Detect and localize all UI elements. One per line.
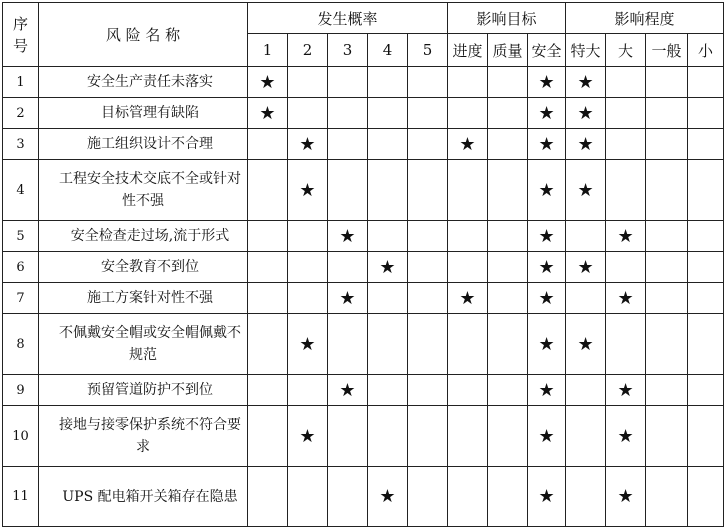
empty-cell <box>448 252 488 283</box>
star-mark-cell <box>606 221 646 252</box>
empty-cell <box>606 67 646 98</box>
empty-cell <box>566 406 606 467</box>
row-number: 11 <box>3 467 39 527</box>
star-icon: ★ <box>538 425 555 447</box>
empty-cell <box>646 283 688 314</box>
star-mark-cell <box>288 406 328 467</box>
empty-cell <box>688 98 724 129</box>
star-icon: ★ <box>577 71 594 93</box>
table-row <box>3 221 724 252</box>
star-mark-cell <box>528 406 566 467</box>
empty-cell <box>488 467 528 527</box>
star-icon: ★ <box>299 333 316 355</box>
empty-cell <box>688 283 724 314</box>
table-row <box>3 98 724 129</box>
empty-cell <box>408 160 448 221</box>
sub-header-cell: 3 <box>328 34 368 67</box>
empty-cell <box>688 406 724 467</box>
row-number: 7 <box>3 283 39 314</box>
sub-header-cell: 5 <box>408 34 448 67</box>
empty-cell <box>646 375 688 406</box>
empty-cell <box>488 98 528 129</box>
empty-cell <box>328 252 368 283</box>
star-icon: ★ <box>459 133 476 155</box>
star-icon: ★ <box>299 425 316 447</box>
star-mark-cell <box>288 160 328 221</box>
empty-cell <box>368 406 408 467</box>
star-mark-cell <box>566 252 606 283</box>
empty-cell <box>368 67 408 98</box>
row-number: 6 <box>3 252 39 283</box>
star-mark-cell <box>606 467 646 527</box>
empty-cell <box>488 67 528 98</box>
empty-cell <box>368 375 408 406</box>
empty-cell <box>688 314 724 375</box>
header-row-top <box>3 3 724 34</box>
table-row <box>3 252 724 283</box>
star-icon: ★ <box>379 486 396 507</box>
empty-cell <box>646 252 688 283</box>
star-icon: ★ <box>259 102 276 124</box>
star-icon: ★ <box>538 287 555 309</box>
empty-cell <box>646 467 688 527</box>
empty-cell <box>328 406 368 467</box>
header-probability: 发生概率 <box>248 3 448 34</box>
empty-cell <box>408 252 448 283</box>
empty-cell <box>328 67 368 98</box>
star-mark-cell <box>566 160 606 221</box>
star-mark-cell <box>528 129 566 160</box>
empty-cell <box>688 252 724 283</box>
row-number: 10 <box>3 406 39 467</box>
header-seq <box>3 3 39 67</box>
header-name: 风 险 名 称 <box>39 3 248 67</box>
empty-cell <box>646 129 688 160</box>
star-mark-cell <box>328 283 368 314</box>
header-target: 影响目标 <box>448 3 566 34</box>
star-mark-cell <box>566 314 606 375</box>
sub-header-cell: 一般 <box>646 34 688 67</box>
star-mark-cell <box>528 314 566 375</box>
row-number: 5 <box>3 221 39 252</box>
empty-cell <box>488 406 528 467</box>
header-degree: 影响程度 <box>566 3 724 34</box>
row-number: 3 <box>3 129 39 160</box>
empty-cell <box>688 375 724 406</box>
risk-name: 工程安全技术交底不全或针对性不强 <box>59 171 241 209</box>
empty-cell <box>688 67 724 98</box>
empty-cell <box>646 160 688 221</box>
risk-name: 施工组织设计不合理 <box>87 136 213 152</box>
empty-cell <box>566 375 606 406</box>
empty-cell <box>448 375 488 406</box>
empty-cell <box>606 252 646 283</box>
star-icon: ★ <box>459 287 476 309</box>
empty-cell <box>688 221 724 252</box>
risk-name-cell <box>39 67 248 98</box>
empty-cell <box>646 406 688 467</box>
star-mark-cell <box>248 98 288 129</box>
risk-name: 预留管道防护不到位 <box>87 382 213 398</box>
empty-cell <box>448 406 488 467</box>
row-number: 8 <box>3 314 39 375</box>
table-row <box>3 406 724 467</box>
star-icon: ★ <box>577 179 594 201</box>
table-row <box>3 283 724 314</box>
star-mark-cell <box>528 98 566 129</box>
empty-cell <box>488 375 528 406</box>
star-mark-cell <box>566 67 606 98</box>
empty-cell <box>688 129 724 160</box>
empty-cell <box>328 467 368 527</box>
star-icon: ★ <box>538 333 555 355</box>
empty-cell <box>288 467 328 527</box>
risk-name: 安全教育不到位 <box>101 259 199 275</box>
sub-header-cell: 小 <box>688 34 724 67</box>
empty-cell <box>368 98 408 129</box>
star-icon: ★ <box>617 225 634 247</box>
empty-cell <box>646 314 688 375</box>
star-icon: ★ <box>339 379 356 401</box>
sub-header-cell: 特大 <box>566 34 606 67</box>
star-mark-cell <box>288 129 328 160</box>
empty-cell <box>368 283 408 314</box>
empty-cell <box>408 67 448 98</box>
table-row <box>3 467 724 527</box>
star-icon: ★ <box>577 133 594 155</box>
star-mark-cell <box>606 375 646 406</box>
row-number: 9 <box>3 375 39 406</box>
empty-cell <box>408 283 448 314</box>
empty-cell <box>408 129 448 160</box>
row-number: 4 <box>3 160 39 221</box>
risk-assessment-table <box>2 2 724 527</box>
empty-cell <box>288 67 328 98</box>
empty-cell <box>248 160 288 221</box>
star-mark-cell <box>248 67 288 98</box>
empty-cell <box>288 375 328 406</box>
star-mark-cell <box>448 129 488 160</box>
star-icon: ★ <box>339 287 356 309</box>
star-mark-cell <box>528 252 566 283</box>
empty-cell <box>688 467 724 527</box>
empty-cell <box>408 406 448 467</box>
empty-cell <box>448 160 488 221</box>
star-mark-cell <box>288 314 328 375</box>
sub-header-cell: 质量 <box>488 34 528 67</box>
empty-cell <box>606 160 646 221</box>
empty-cell <box>408 375 448 406</box>
risk-name: 施工方案针对性不强 <box>87 290 213 306</box>
empty-cell <box>488 314 528 375</box>
star-icon: ★ <box>538 379 555 401</box>
header-seq-text: 序号 <box>13 14 29 55</box>
row-number: 1 <box>3 67 39 98</box>
star-mark-cell <box>528 375 566 406</box>
star-mark-cell <box>528 283 566 314</box>
table-row <box>3 375 724 406</box>
star-icon: ★ <box>538 179 555 201</box>
empty-cell <box>328 160 368 221</box>
risk-name-cell <box>39 129 248 160</box>
sub-header-cell: 安全 <box>528 34 566 67</box>
star-icon: ★ <box>538 256 555 278</box>
empty-cell <box>566 283 606 314</box>
star-mark-cell <box>566 98 606 129</box>
empty-cell <box>408 98 448 129</box>
star-icon: ★ <box>577 256 594 278</box>
empty-cell <box>408 221 448 252</box>
empty-cell <box>368 314 408 375</box>
star-icon: ★ <box>259 71 276 93</box>
table-row <box>3 129 724 160</box>
star-mark-cell <box>528 67 566 98</box>
empty-cell <box>248 221 288 252</box>
star-mark-cell <box>566 129 606 160</box>
star-mark-cell <box>528 467 566 527</box>
empty-cell <box>488 129 528 160</box>
risk-name: 目标管理有缺陷 <box>101 105 199 121</box>
empty-cell <box>248 252 288 283</box>
star-icon: ★ <box>299 179 316 201</box>
sub-header-cell: 4 <box>368 34 408 67</box>
sub-header-cell: 进度 <box>448 34 488 67</box>
empty-cell <box>328 314 368 375</box>
star-icon: ★ <box>617 486 634 507</box>
sub-header-cell: 1 <box>248 34 288 67</box>
empty-cell <box>448 221 488 252</box>
empty-cell <box>488 252 528 283</box>
star-mark-cell <box>328 375 368 406</box>
star-icon: ★ <box>617 287 634 309</box>
empty-cell <box>288 252 328 283</box>
empty-cell <box>248 283 288 314</box>
empty-cell <box>646 98 688 129</box>
star-mark-cell <box>528 160 566 221</box>
risk-name-cell <box>39 467 248 527</box>
star-icon: ★ <box>617 425 634 447</box>
star-mark-cell <box>606 406 646 467</box>
empty-cell <box>328 98 368 129</box>
sub-header-cell: 大 <box>606 34 646 67</box>
star-mark-cell <box>606 283 646 314</box>
table-row <box>3 314 724 375</box>
empty-cell <box>368 129 408 160</box>
empty-cell <box>248 314 288 375</box>
empty-cell <box>566 467 606 527</box>
risk-name: 安全检查走过场,流于形式 <box>70 228 230 244</box>
empty-cell <box>408 467 448 527</box>
risk-name: 接地与接零保护系统不符合要求 <box>59 417 241 455</box>
empty-cell <box>488 221 528 252</box>
star-icon: ★ <box>538 225 555 247</box>
table-body <box>3 67 724 527</box>
empty-cell <box>448 98 488 129</box>
empty-cell <box>646 67 688 98</box>
empty-cell <box>606 98 646 129</box>
empty-cell <box>606 129 646 160</box>
risk-name-cell <box>39 283 248 314</box>
empty-cell <box>488 160 528 221</box>
row-number: 2 <box>3 98 39 129</box>
risk-name: 安全生产责任未落实 <box>87 74 213 90</box>
star-icon: ★ <box>339 225 356 247</box>
risk-name-cell <box>39 252 248 283</box>
empty-cell <box>606 314 646 375</box>
risk-name: UPS 配电箱开关箱存在隐患 <box>62 488 238 505</box>
empty-cell <box>448 67 488 98</box>
star-mark-cell <box>528 221 566 252</box>
empty-cell <box>688 160 724 221</box>
risk-name-cell <box>39 375 248 406</box>
star-icon: ★ <box>538 133 555 155</box>
star-mark-cell <box>368 467 408 527</box>
empty-cell <box>288 283 328 314</box>
empty-cell <box>408 314 448 375</box>
empty-cell <box>368 160 408 221</box>
star-icon: ★ <box>538 486 555 507</box>
empty-cell <box>368 221 408 252</box>
star-icon: ★ <box>617 379 634 401</box>
empty-cell <box>248 467 288 527</box>
empty-cell <box>488 283 528 314</box>
risk-name-cell <box>39 221 248 252</box>
empty-cell <box>248 375 288 406</box>
sub-header-cell: 2 <box>288 34 328 67</box>
star-mark-cell <box>368 252 408 283</box>
table-row <box>3 160 724 221</box>
empty-cell <box>646 221 688 252</box>
risk-name-cell <box>39 160 248 221</box>
empty-cell <box>248 129 288 160</box>
empty-cell <box>288 221 328 252</box>
table-row <box>3 67 724 98</box>
empty-cell <box>248 406 288 467</box>
risk-name-cell <box>39 314 248 375</box>
star-mark-cell <box>328 221 368 252</box>
empty-cell <box>448 314 488 375</box>
star-icon: ★ <box>299 133 316 155</box>
star-icon: ★ <box>538 71 555 93</box>
star-icon: ★ <box>577 333 594 355</box>
risk-name-cell <box>39 98 248 129</box>
empty-cell <box>328 129 368 160</box>
empty-cell <box>566 221 606 252</box>
star-icon: ★ <box>577 102 594 124</box>
risk-name: 不佩戴安全帽或安全帽佩戴不规范 <box>59 325 241 363</box>
star-icon: ★ <box>379 256 396 278</box>
empty-cell <box>448 467 488 527</box>
empty-cell <box>288 98 328 129</box>
star-icon: ★ <box>538 102 555 124</box>
risk-name-cell <box>39 406 248 467</box>
star-mark-cell <box>448 283 488 314</box>
